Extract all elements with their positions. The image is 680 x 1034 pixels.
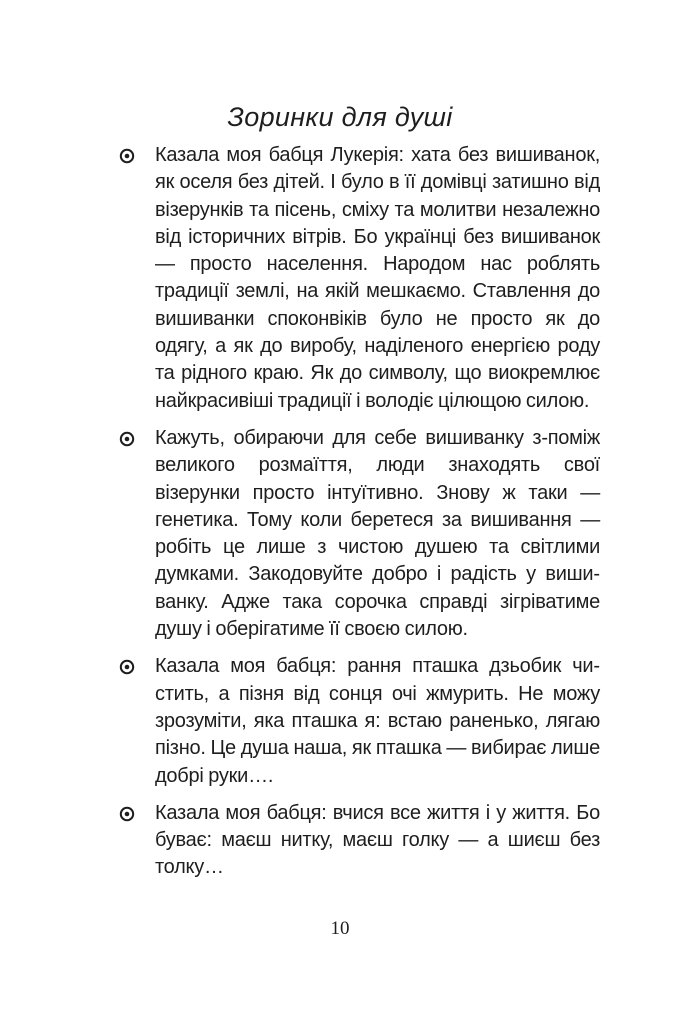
list-item-text: Казала моя бабця: рання пташка дзьобик чистить, а пізня від сонця очі жмурить. Не можу зрозуміти, яка пташка я: встаю раненько, лягаю пізно. Це душа наша, як пташка — вибирає лише добрі руки…. (155, 655, 600, 787)
list-item-text: Казала моя бабця Лукерія: хата без вишиванок, як оселя без дітей. І було в її домівці затишно від візерунків та пісень, сміху та молитви незалежно від історичних вітрів. Бо українці без вишиванок — просто населення. Народом нас роблять традиції землі, на якій мешкаємо. Ставлення до вишиванки споконвіків було не просто як до одягу, а як до виробу, наділеного енергією роду та рідного краю. Як до символу, що виокремлює найкрасивіші традиції і володіє цілющою силою. (155, 144, 600, 412)
circled-dot-icon (119, 431, 135, 447)
list-item-text: Казала моя бабця: вчися все життя і у життя. Бо буває: маєш нитку, маєш голку — а шиєш без толку… (155, 801, 600, 879)
bullet-list (118, 142, 600, 892)
page-number: 10 (330, 918, 350, 939)
list-item-text: Кажуть, обираючи для себе вишиванку з-поміж великого розмаїття, люди знаходять свої візерунки просто інтуїтивно. Знову ж таки — генетика. Тому коли беретеся за вишивання — робіть це лише з чистою душею та світлими думками. Закодовуйте добро і радість у вишиванку. Адже така сорочка справді зігріватиме душу і оберігатиме її своєю силою. (155, 426, 600, 641)
page-title: Зоринки для душі (227, 102, 453, 132)
circled-dot-icon (119, 806, 135, 822)
list-item (118, 800, 600, 882)
circled-dot-icon (119, 659, 135, 675)
circled-dot-icon (119, 148, 135, 164)
list-item (118, 142, 600, 415)
list-item (118, 425, 600, 643)
list-item (118, 653, 600, 789)
